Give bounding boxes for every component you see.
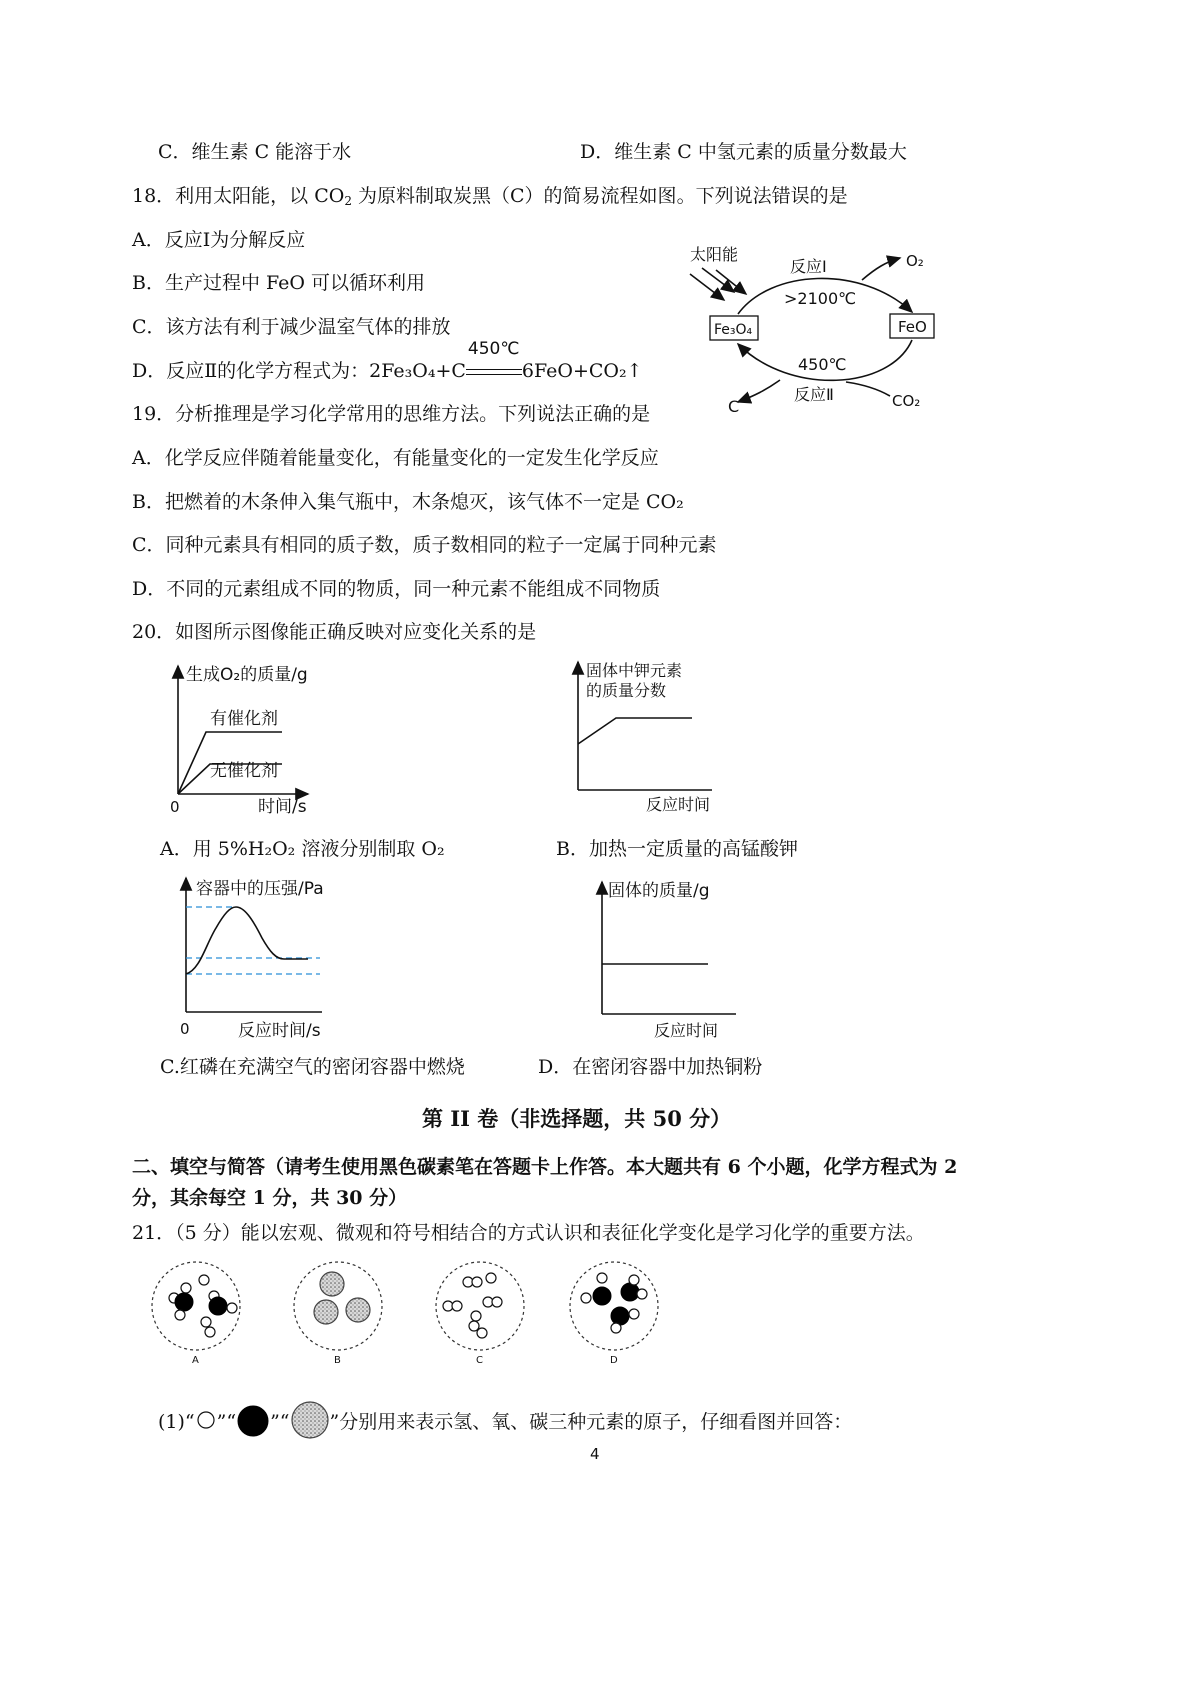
q19-option-c: C．同种元素具有相同的质子数，质子数相同的粒子一定属于同种元素 bbox=[132, 534, 717, 556]
q21-stem: 21．（5 分）能以宏观、微观和符号相结合的方式认识和表征化学变化是学习化学的重要方法。 bbox=[132, 1222, 925, 1244]
q18-option-b: B．生产过程中 FeO 可以循环利用 bbox=[132, 272, 426, 294]
graph-d-xlabel: 反应时间 bbox=[654, 1021, 719, 1040]
graph-a-xlabel: 时间/s bbox=[258, 797, 307, 817]
q19-option-b: B．把燃着的木条伸入集气瓶中，木条熄灭，该气体不一定是 CO₂ bbox=[132, 491, 684, 513]
particle-box-d bbox=[570, 1262, 658, 1366]
sunlight-label: 太阳能 bbox=[690, 245, 739, 264]
graph-b bbox=[566, 658, 726, 820]
particle-box-b bbox=[294, 1262, 382, 1366]
graph-a bbox=[160, 660, 330, 820]
q19-option-d: D．不同的元素组成不同的物质，同一种元素不能组成不同物质 bbox=[132, 578, 661, 600]
graph-b-curve bbox=[578, 718, 692, 744]
oxygen-atom-icon bbox=[236, 1404, 270, 1438]
label-a: A bbox=[192, 1355, 199, 1366]
co2-line bbox=[846, 382, 890, 396]
graph-c-caption: C.红磷在充满空气的密闭容器中燃烧 bbox=[160, 1056, 465, 1078]
temp1-label: >2100℃ bbox=[784, 289, 857, 308]
hydrogen-atom-icon bbox=[195, 1409, 217, 1431]
graph-a-curve2-label: 无催化剂 bbox=[210, 761, 278, 781]
q21-sub1: (1)“ ”“ ”“ ”分别用来表示氢、氧、碳三种元素的原子，仔细看图并回答： bbox=[158, 1400, 852, 1440]
equation-condition: 450℃ bbox=[467, 339, 520, 359]
feo-label: FeO bbox=[898, 318, 927, 336]
equation-arrow bbox=[466, 339, 522, 383]
graph-c-xlabel: 反应时间/s bbox=[238, 1021, 321, 1041]
graph-a-caption: A．用 5%H₂O₂ 溶液分别制取 O₂ bbox=[160, 838, 445, 860]
graph-b-xlabel: 反应时间 bbox=[646, 795, 711, 814]
o2-arrow bbox=[862, 258, 900, 280]
graph-b-ylabel-2: 的质量分数 bbox=[586, 681, 667, 700]
q17-option-c: C．维生素 C 能溶于水 bbox=[158, 141, 352, 163]
reaction2-label: 反应Ⅱ bbox=[794, 385, 834, 404]
q19-stem: 19．分析推理是学习化学常用的思维方法。下列说法正确的是 bbox=[132, 403, 651, 425]
q18-option-c: C．该方法有利于减少温室气体的排放 bbox=[132, 316, 451, 338]
page-number: 4 bbox=[590, 1445, 600, 1463]
q20-stem: 20．如图所示图像能正确反映对应变化关系的是 bbox=[132, 621, 537, 643]
q17-option-d: D．维生素 C 中氢元素的质量分数最大 bbox=[580, 141, 907, 163]
reaction1-label: 反应Ⅰ bbox=[790, 257, 827, 276]
label-b: B bbox=[334, 1355, 341, 1366]
co2-label: CO₂ bbox=[892, 392, 921, 410]
label-c: C bbox=[476, 1355, 483, 1366]
graph-d-caption: D．在密闭容器中加热铜粉 bbox=[538, 1056, 763, 1078]
graph-c-ylabel: 容器中的压强/Pa bbox=[196, 879, 324, 899]
c-arrow bbox=[738, 380, 780, 402]
graph-a-origin: 0 bbox=[170, 798, 180, 816]
particle-box-a bbox=[152, 1262, 240, 1366]
temp2-label: 450℃ bbox=[798, 355, 847, 374]
q18-option-a: A．反应Ⅰ为分解反应 bbox=[132, 229, 306, 251]
graph-d bbox=[590, 878, 750, 1040]
q19-option-a: A．化学反应伴随着能量变化，有能量变化的一定发生化学反应 bbox=[132, 447, 659, 469]
graph-c-curve bbox=[186, 907, 308, 974]
graph-b-ylabel-1: 固体中钾元素 bbox=[586, 661, 683, 680]
equation-left: 2Fe₃O₄+C bbox=[369, 360, 466, 382]
graph-c bbox=[172, 874, 342, 1040]
part2-instruction-2: 分，其余每空 1 分，共 30 分） bbox=[132, 1187, 408, 1209]
graph-a-ylabel: 生成O₂的质量/g bbox=[186, 665, 308, 685]
equation-right: 6FeO+CO₂↑ bbox=[521, 360, 643, 382]
graph-a-curve1-label: 有催化剂 bbox=[210, 709, 278, 729]
part2-instruction-1: 二、填空与简答（请考生使用黑色碳素笔在答题卡上作答。本大题共有 6 个小题，化学方程式为 2 bbox=[132, 1156, 958, 1178]
q21-particle-diagrams bbox=[150, 1262, 670, 1370]
particle-box-c bbox=[436, 1262, 524, 1366]
carbon-atom-icon bbox=[290, 1400, 330, 1440]
c-label: C bbox=[728, 397, 740, 416]
sun-arrow-3 bbox=[690, 274, 724, 300]
graph-b-caption: B．加热一定质量的高锰酸钾 bbox=[556, 838, 798, 860]
q18-stem: 18．利用太阳能，以 $CO_2$ 为原料制取炭黑（C）的简易流程如图。下列说法错误的是 bbox=[132, 185, 848, 208]
graph-c-origin: 0 bbox=[180, 1020, 190, 1038]
part2-title: 第 II 卷（非选择题，共 50 分） bbox=[422, 1106, 732, 1131]
label-d: D bbox=[610, 1355, 618, 1366]
graph-d-ylabel: 固体的质量/g bbox=[608, 881, 710, 901]
q18-option-d: D．反应Ⅱ的化学方程式为：2Fe₃O₄+C 450℃ 6FeO+CO₂↑ bbox=[132, 339, 643, 382]
q18-flow-diagram bbox=[680, 240, 940, 420]
fe3o4-label: Fe₃O₄ bbox=[714, 322, 753, 338]
o2-label: O₂ bbox=[906, 252, 924, 270]
